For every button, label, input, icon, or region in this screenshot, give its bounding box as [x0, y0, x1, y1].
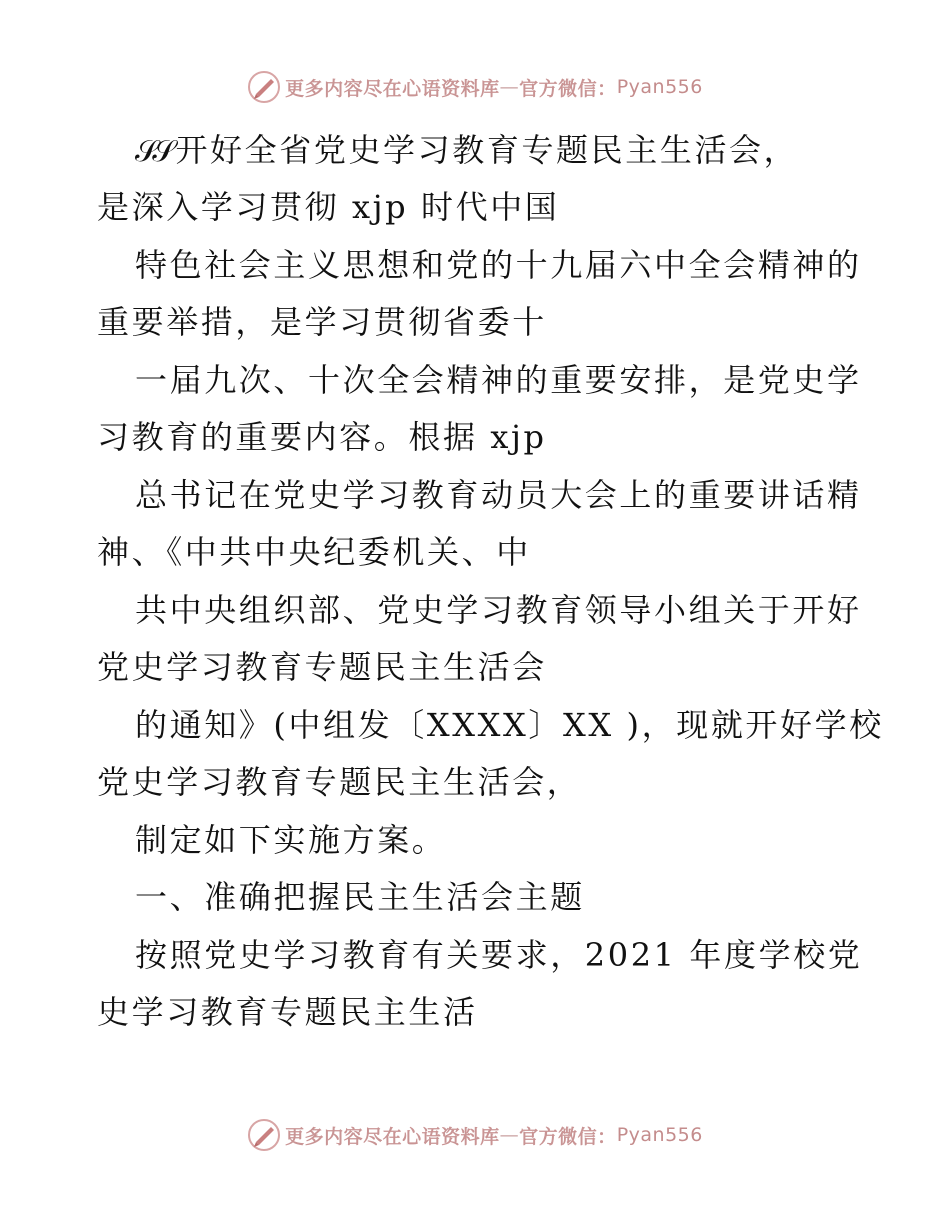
paragraph-line-12: 党史学习教育专题民主生活会， — [97, 763, 582, 801]
section-heading: 一、准确把握民主生活会主题 — [135, 878, 585, 916]
watermark-wechat-id: Pyan556 — [616, 1124, 703, 1146]
paragraph-line-16: 史学习教育专题民主生活 — [97, 993, 478, 1031]
watermark-official-label: 官方微信： — [519, 1125, 617, 1148]
paragraph-line-5: 一届九次、十次全会精神的重要安排，是党史学 — [135, 361, 862, 399]
watermark-site-text: 更多内容尽在心语资料库 — [285, 1125, 500, 1148]
paragraph-line-7: 总书记在党史学习教育动员大会上的重要讲话精 — [135, 476, 862, 514]
header-watermark — [0, 70, 950, 104]
watermark-official-label: 官方微信： — [519, 77, 617, 100]
watermark-wechat-id: Pyan556 — [616, 76, 703, 98]
paragraph-line-11: 的通知》(中组发〔XXXX〕XX )，现就开好学校 — [135, 706, 884, 744]
paragraph-line-6: 习教育的重要内容。根据 xjp — [97, 418, 547, 456]
pen-logo-icon — [247, 70, 281, 104]
footer-watermark — [0, 1118, 950, 1152]
paragraph-line-9: 共中央组织部、党史学习教育领导小组关于开好 — [135, 591, 862, 629]
pen-logo-icon — [247, 1118, 281, 1152]
paragraph-line-4: 重要举措，是学习贯彻省委十 — [97, 303, 547, 341]
watermark-site-text: 更多内容尽在心语资料库 — [285, 77, 500, 100]
watermark-dash: — — [499, 76, 520, 98]
paragraph-line-3: 特色社会主义思想和党的十九届六中全会精神的 — [135, 246, 862, 284]
paragraph-line-10: 党史学习教育专题民主生活会 — [97, 648, 547, 686]
paragraph-line-13: 制定如下实施方案。 — [135, 821, 447, 859]
paragraph-line-8: 神、《中共中央纪委机关、中 — [97, 533, 531, 571]
paragraph-line-2: 是深入学习贯彻 xjp 时代中国 — [97, 188, 560, 226]
watermark-dash: — — [499, 1124, 520, 1146]
line-text: 开好全省党史学习教育专题民主生活会， — [175, 131, 799, 169]
paragraph-line-15: 按照党史学习教育有关要求，2021 年度学校党 — [135, 936, 863, 974]
decorative-symbols: 𝒮𝒮 — [135, 134, 170, 169]
paragraph-line-1 — [135, 128, 798, 174]
